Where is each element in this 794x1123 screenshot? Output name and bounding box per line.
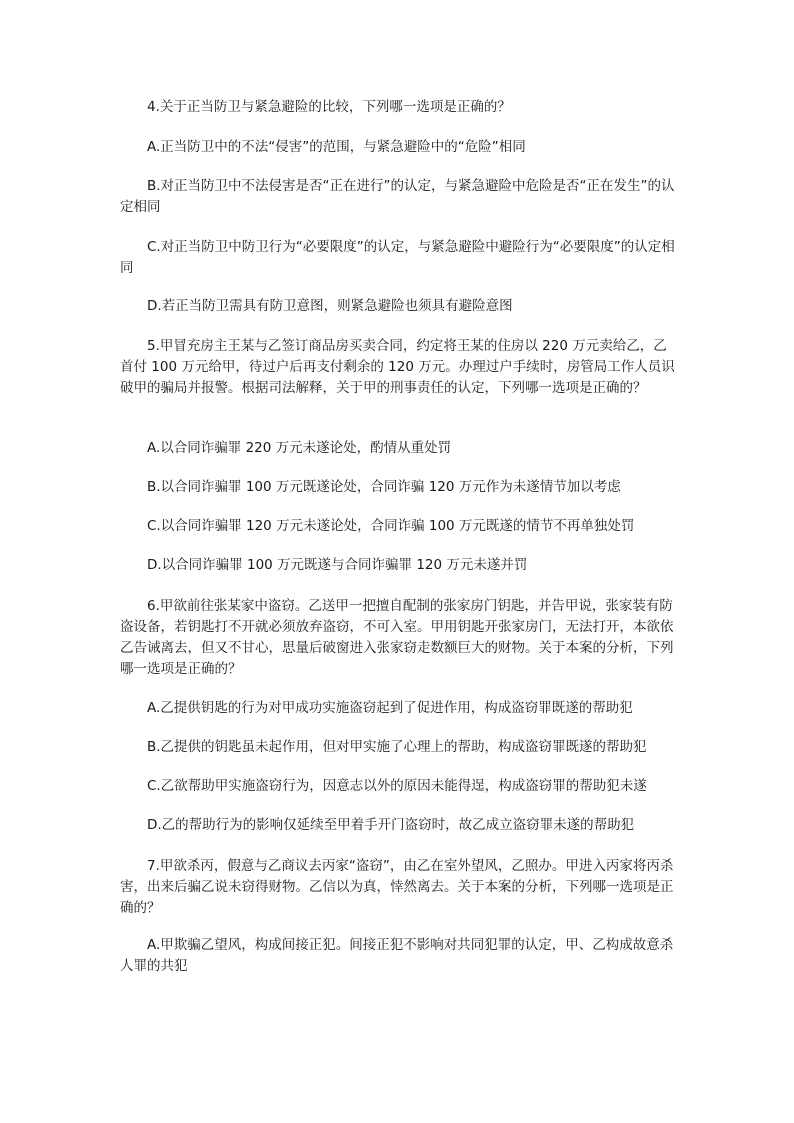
question-6-option-d: D.乙的帮助行为的影响仅延续至甲着手开门盗窃时，故乙成立盗窃罪未遂的帮助犯 bbox=[147, 817, 635, 833]
question-5-option-a: A.以合同诈骗罪 220 万元未遂论处，酌情从重处罚 bbox=[147, 440, 452, 456]
question-6-option-c: C.乙欲帮助甲实施盗窃行为，因意志以外的原因未能得逞，构成盗窃罪的帮助犯未遂 bbox=[147, 778, 647, 794]
question-4-stem: 4.关于正当防卫与紧急避险的比较，下列哪一选项是正确的？ bbox=[147, 99, 511, 115]
question-6-option-a: A.乙提供钥匙的行为对甲成功实施盗窃起到了促进作用，构成盗窃罪既遂的帮助犯 bbox=[147, 700, 633, 716]
question-4-option-d: D.若正当防卫需具有防卫意图，则紧急避险也须具有避险意图 bbox=[147, 298, 513, 314]
question-4-option-b: B.对正当防卫中不法侵害是否“正在进行”的认定，与紧急避险中危险是否“正在发生”的认定相同 bbox=[120, 178, 675, 215]
question-5-stem: 5.甲冒充房主王某与乙签订商品房买卖合同，约定将王某的住房以 220 万元卖给乙，乙首付 100 万元给甲，待过户后再支付剩余的 120 万元。办理过户手续时，房管局工作人员识破甲的骗局并报警。根据司法解释，关于甲的刑事责任的认定，下列哪一选项是正确的？ bbox=[120, 338, 675, 396]
question-6-stem: 6.甲欲前往张某家中盗窃。乙送甲一把擅自配制的张家房门钥匙，并告甲说，张家装有防盗设备，若钥匙打不开就必须放弃盗窃，不可入室。甲用钥匙开张家房门，无法打开，本欲依乙告诫离去，但又不甘心，思量后破窗进入张家窃走数额巨大的财物。关于本案的分析，下列哪一选项是正确的？ bbox=[120, 598, 674, 677]
question-7-stem: 7.甲欲杀丙，假意与乙商议去丙家“盗窃”，由乙在室外望风，乙照办。甲进入丙家将丙杀害，出来后骗乙说未窃得财物。乙信以为真，悻然离去。关于本案的分析，下列哪一选项是正确的？ bbox=[120, 858, 674, 916]
question-6-option-b: B.乙提供的钥匙虽未起作用，但对甲实施了心理上的帮助，构成盗窃罪既遂的帮助犯 bbox=[147, 739, 647, 755]
question-7-option-a: A.甲欺骗乙望风，构成间接正犯。间接正犯不影响对共同犯罪的认定，甲、乙构成故意杀人罪的共犯 bbox=[120, 937, 674, 974]
question-4-option-a: A.正当防卫中的不法“侵害”的范围，与紧急避险中的“危险”相同 bbox=[147, 139, 526, 155]
question-5-option-c: C.以合同诈骗罪 120 万元未遂论处，合同诈骗 100 万元既遂的情节不再单独处罚 bbox=[147, 518, 635, 534]
question-5-option-b: B.以合同诈骗罪 100 万元既遂论处，合同诈骗 120 万元作为未遂情节加以考虑 bbox=[147, 479, 621, 495]
question-4-option-c: C.对正当防卫中防卫行为“必要限度”的认定，与紧急避险中避险行为“必要限度”的认定相同 bbox=[120, 239, 675, 276]
question-5-option-d: D.以合同诈骗罪 100 万元既遂与合同诈骗罪 120 万元未遂并罚 bbox=[147, 557, 528, 573]
